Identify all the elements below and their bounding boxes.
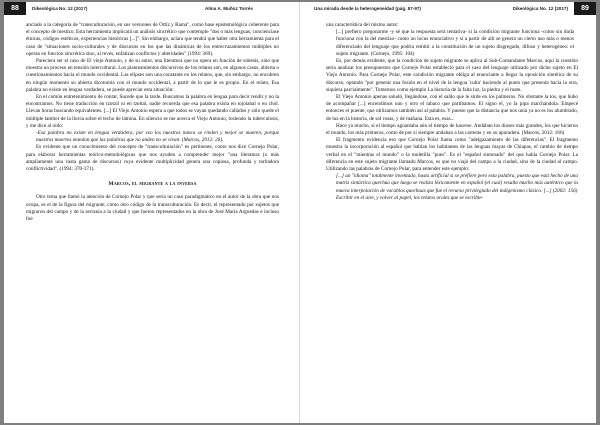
left-page-number: 88: [4, 2, 26, 15]
block-quote: [...] un "idioma" totalmente inventado, hasta artificial si se prefiere pero esta palabra, puesto que está hecho de una matriz sintáctica quechua que luego se realiza léxicamente en español (el cual) resulta mucho más auténtico que la mueva interpolación de vocablos quechuas que fue el recurso privilegiado del indigenismo clásico. [...] (2002: 156): [336, 173, 578, 194]
right-page: [300, 2, 596, 423]
block-quote: -Esa palabra no existe en lengua verdadera, por eso los nuestros nunca se rinden y mejor se mueren, porque nuestros muertos mandan que las palabras que no anden no se vivan. (Marcos, 2012: 26).: [36, 130, 279, 144]
paragraph: una característica del mismo autor:: [326, 22, 399, 28]
paragraph: El Viejo Antonio apenas saludó, llegándose, con el saldo que le sirde en los palmeros. No obstante la tos, que hubo de acompañar [...] encendimos uno y otro el tabaco que partíbamos. El signo el, yo la pipa marchándola. Empecé entonces el puente, que utilizamos también así al palabra. Y puesto que la distancia que nos unía ya no es los alumbrado, de luz en la historia, de sol rosas, y de mañana. Esta es, esas...: [326, 94, 578, 122]
section-title: Marcos, el migrante a la inversa: [108, 181, 197, 188]
paragraph: Pareciera ser el caso de El viejo Antonio, y de su autor, una literatura que no opera en función de síntesis, sino que muestra un proceso en tensión intercultural. Los planteamientos discursivos de los relatos son, en algunos casos, abierta o cuestionamientos hacia el mundo occidental. Las elipses son una constante en los relatos, que, sin embargo, no encubren en ningún momento su abierta dicotomía con el mundo occidental, a partir de lo que le es propio. En el relato, Esa palabra no existe en lengua verdadera, se puede apreciar esta situación:: [26, 58, 279, 93]
paragraph: En el común entretenimiento de contar, Sucede que la tarde. Buscamos la palabra en lengua para decir rendir y no la encontramos. No tiene traducción en tzotzil ni en tzeltal, nadie recuerda que esa palabra exista en tojolabal o en chol. Llevan horas buscando equivalentes. [...] El Viejo Antonio espera a que todos se vayan quedando callados y sólo quede el múltiple tambor de la lluvia sobre el techo de lámina. En silencio se me acerca el Viejo Antonio, tosiendo la tuberculosis, y me dice al oído:: [26, 94, 279, 129]
right-page-number: 89: [574, 2, 596, 15]
paragraph: Hace ya mucho, si el tiempo aguantaba aún el tiempo de hacerse. Andaban los dioses más grandes, los que hicieron el mundo, los más primeros, como de por sí siempre andaban a las carreras y en su apuradera. (Marcos, 2012: 166): [326, 122, 578, 137]
left-page-header: [4, 2, 299, 15]
header-journal: Dikeológica No. 12 (2017): [32, 6, 88, 11]
header-journal: Dikeológica No. 12 (2017): [512, 6, 568, 11]
left-page: [4, 2, 300, 423]
block-quote: [...] prefiero pregonarme -y sé que la respuesta será tentativa- si la condición migrante funciona -como sin duda funciona con la del mestizo- como un locus enunciativo y si a partir de allí se genera un cierto uso más o menos diferenciado del lenguaje que podría remitir a la constitución de un sujeto disgregado, difuso y heterogéneo: el sujeto migrante. (Cornejo, 1995: 104): [336, 29, 574, 57]
right-page-header: [300, 2, 596, 15]
paragraph: Otro tema que llamó la atención de Cornejo Polar y que sería un caso paradigmático en el autor de la obra que nos ocupa, es el de la figura del migrante, como otro código de la transculturación. Es decir, el representado por sujetos que migraron del campo y de la serranía a la ciudad y que fueron representados en la obra de José María Arguedas e incluso fue: [26, 194, 279, 223]
paragraph: anclado a la categoría de "transculturación, en sus versiones de Ortiz y Rama", como base epistemológica coherente para el concepto de mestizo. Esta herramienta implicará un análisis sincrético que contemple "dos o más lenguas, concienciase étnicas, códigos estéticos, experiencias históricas [...]". Sin embargo, aclara que tendrá que haber otra herramienta para el caso de "situaciones socio-culturales y de discursos en los que las dinámicas de los entrecruzamientos múltiples no operan en función sincrética sino, al revés, enfatizan conflictos y alteridades" (1994: 369).: [26, 22, 279, 57]
paragraph: Escribir en el aire, y volver al papel, los relatos orales que se escribie-: [336, 194, 484, 201]
paragraph: Es evidente que un conocimiento del concepto de "transculturación" es pertinente, como nos dice Cornejo Polar, para elaborar herramientas teórico-metodológicas que nos ayuden a comprender mejor "una literatura (o más ampliamente una vasta gama de discursos) cuya evidente multiplicidad genera una copiosa, profunda y turbadora conflictividad". (1994: 370-371).: [26, 144, 279, 173]
right-page-body: [326, 22, 578, 202]
header-author: Alma A. Muñoz Torrés: [205, 6, 253, 11]
header-article-title: Una mirada desde la heterogeneidad (pág. 87-97): [314, 6, 421, 11]
left-page-body: [26, 22, 279, 223]
paragraph: Es, por demás evidente, que la condición de sujeto migrante se aplica al Sub-Comandante Marcos, aquí la cuestión sería analizar los presupuestos que Cornejo Polar estableció para el caso del lenguaje utilizado por dicho sujeto en El Viejo Antonio. Para Cornejo Polar, este condición migrante obliga al enunciante a llegar la oposición sintética de su discurso, optando "por generar una fusión en el nivel de la lengua 'culta' haciendo al punto que presenta hacia la otra, siquiera parcialmente". Tomemos como ejemplo La historia de la falta luz, la piedra y el mate.: [326, 58, 578, 93]
paragraph: El fragmento evidencia eso que Cornejo Polar llama como "adelgazamiento de las diferencias". El fragmento muestra la incorporación al español que hablan los habitantes de las lenguas mayas de Chiapas, el cambio de tiempo verbal en el "mientras el mundo" o la muletilla "pues". Es el "español sintonado" del que habla Cornejo Polar. La diferencia en este sujeto migrante llamado Marcos, es que no viajó del campo a la ciudad, sino de la ciudad al campo. Utilizando las palabras de Cornejo Polar, para entender este ejemplo:: [326, 137, 578, 173]
book-spread: [4, 2, 596, 423]
